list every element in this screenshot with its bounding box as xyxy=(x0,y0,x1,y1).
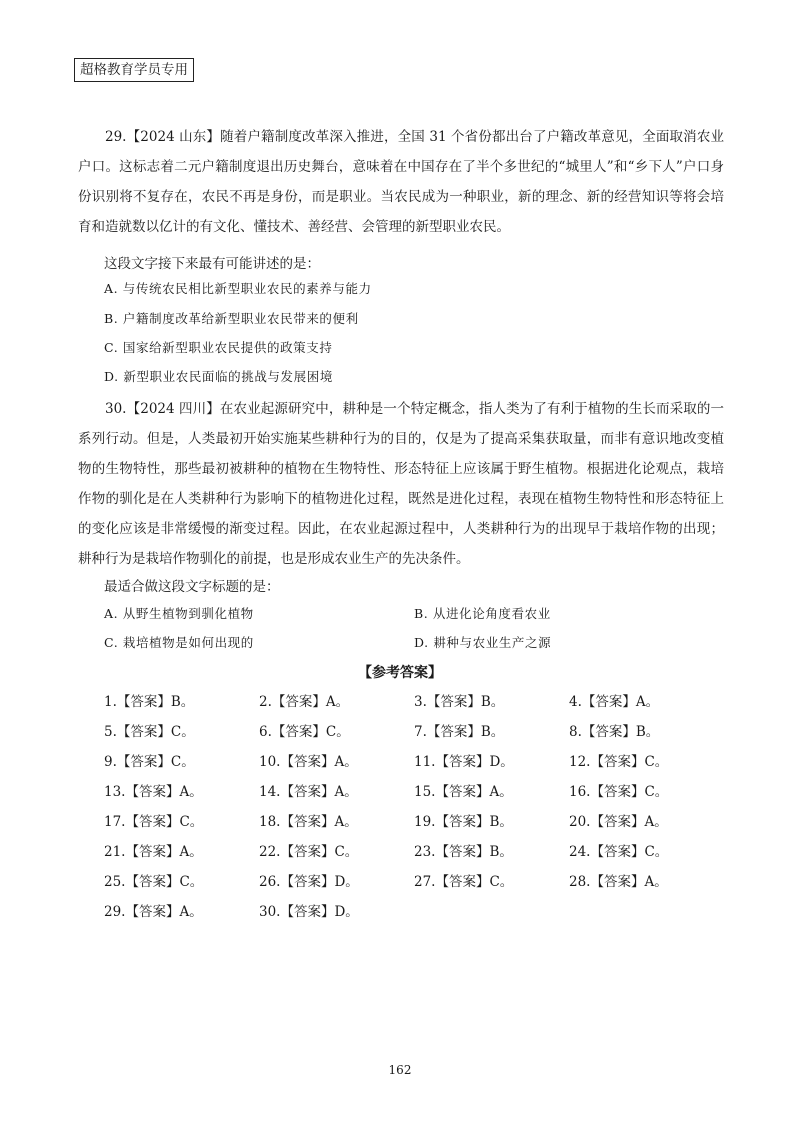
answer-item: 23.【答案】B。 xyxy=(414,844,513,860)
answer-item: 18.【答案】A。 xyxy=(259,814,358,830)
answer-item: 5.【答案】C。 xyxy=(104,724,195,740)
question-30-number: 30. xyxy=(105,401,127,417)
question-30-option-a: A. 从野生植物到驯化植物 xyxy=(104,606,254,621)
answer-item: 2.【答案】A。 xyxy=(259,694,350,710)
answer-item: 21.【答案】A。 xyxy=(104,844,203,860)
question-30-option-d: D. 耕种与农业生产之源 xyxy=(414,635,552,650)
question-29-number: 29. xyxy=(105,129,127,145)
answer-item: 8.【答案】B。 xyxy=(569,724,660,740)
answer-item: 30.【答案】D。 xyxy=(259,904,359,920)
answer-item: 20.【答案】A。 xyxy=(569,814,668,830)
answer-item: 6.【答案】C。 xyxy=(259,724,350,740)
answer-item: 1.【答案】B。 xyxy=(104,694,195,710)
question-29-option-d: D. 新型职业农民面临的挑战与发展困境 xyxy=(104,369,333,384)
answer-item: 12.【答案】C。 xyxy=(569,754,669,770)
question-29-source: 【2024 山东】 xyxy=(126,129,221,145)
answer-item: 16.【答案】C。 xyxy=(569,784,669,800)
answer-item: 19.【答案】B。 xyxy=(414,814,513,830)
answer-item: 27.【答案】C。 xyxy=(414,874,514,890)
answer-item: 15.【答案】A。 xyxy=(414,784,513,800)
question-30-text: 在农业起源研究中，耕种是一个特定概念，指人类为了有利于植物的生长而采取的一系列行动。但是，人类最初开始实施某些耕种行为的目的，仅是为了提高采集获取量，而非有意识地改变植物的生物特性，那些最初被耕种的植物在生物特性、形态特征上应该属于野生植物。根据进化论观点，栽培作物的驯化是在人类耕种行为影响下的植物进化过程，既然是进化过程，表现在植物生物特性和形态特征上的变化应该是非常缓慢的渐变过程。因此，在农业起源过程中，人类耕种行为的出现早于栽培作物的出现；耕种行为是栽培作物驯化的前提，也是形成农业生产的先决条件。 xyxy=(78,401,724,567)
question-30-source: 【2024 四川】 xyxy=(126,401,220,417)
answer-item: 24.【答案】C。 xyxy=(569,844,669,860)
answer-item: 29.【答案】A。 xyxy=(104,904,203,920)
question-30-prompt: 最适合做这段文字标题的是： xyxy=(104,579,280,595)
question-29-prompt: 这段文字接下来最有可能讲述的是： xyxy=(104,256,320,272)
answer-item: 4.【答案】A。 xyxy=(569,694,660,710)
header-label: 超格教育学员专用 xyxy=(74,58,194,82)
answer-item: 14.【答案】A。 xyxy=(259,784,358,800)
question-29-option-b: B. 户籍制度改革给新型职业农民带来的便利 xyxy=(104,311,359,326)
answer-item: 17.【答案】C。 xyxy=(104,814,204,830)
question-29-option-c: C. 国家给新型职业农民提供的政策支持 xyxy=(104,340,333,355)
answer-item: 25.【答案】C。 xyxy=(104,874,204,890)
answer-item: 22.【答案】C。 xyxy=(259,844,359,860)
page-number: 162 xyxy=(388,1063,412,1077)
answers-title: 【参考答案】 xyxy=(358,665,442,681)
answer-item: 11.【答案】D。 xyxy=(414,754,514,770)
answer-item: 3.【答案】B。 xyxy=(414,694,505,710)
question-29 xyxy=(78,122,724,242)
question-30 xyxy=(78,394,724,574)
answer-item: 9.【答案】C。 xyxy=(104,754,195,770)
question-29-text: 随着户籍制度改革深入推进，全国 31 个省份都出台了户籍改革意见，全面取消农业户口。这标志着二元户籍制度退出历史舞台，意味着在中国存在了半个多世纪的“城里人”和“乡下人”户口身份识别将不复存在，农民不再是身份，而是职业。当农民成为一种职业，新的理念、新的经营知识等将会培育和造就数以亿计的有文化、懂技术、善经营、会管理的新型职业农民。 xyxy=(78,129,724,235)
answer-item: 13.【答案】A。 xyxy=(104,784,203,800)
answer-item: 28.【答案】A。 xyxy=(569,874,668,890)
answer-item: 7.【答案】B。 xyxy=(414,724,505,740)
answer-item: 26.【答案】D。 xyxy=(259,874,359,890)
answer-item: 10.【答案】A。 xyxy=(259,754,358,770)
question-30-option-b: B. 从进化论角度看农业 xyxy=(414,606,551,621)
question-29-option-a: A. 与传统农民相比新型职业农民的素养与能力 xyxy=(104,281,372,296)
question-30-option-c: C. 栽培植物是如何出现的 xyxy=(104,635,254,650)
